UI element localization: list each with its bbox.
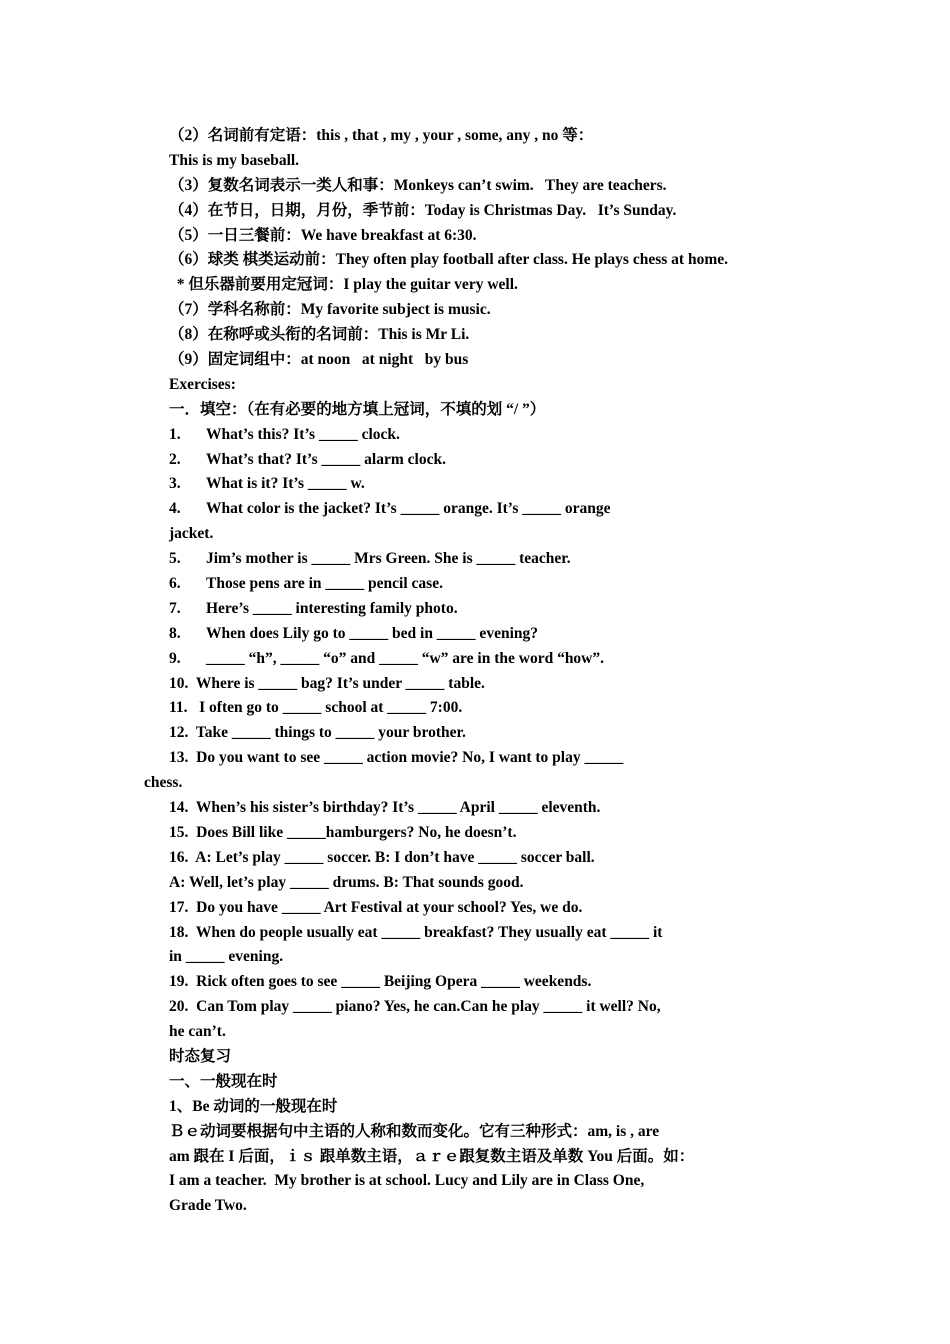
line-text: I am a teacher. My brother is at school. Lucy and Lily are in Class One,	[169, 1172, 645, 1190]
line-text: This is my baseball.	[169, 151, 300, 169]
text-line	[0, 1020, 950, 1045]
line-text: 11. I often go to _____ school at _____ 7:00.	[169, 699, 463, 717]
line-text: What is it? It’s _____ w.	[206, 475, 365, 493]
text-line	[0, 373, 950, 398]
line-text: （9）固定词组中：at noon at night by bus	[169, 351, 469, 369]
text-line	[0, 970, 950, 995]
item-number: 5.	[169, 550, 181, 568]
line-text: in _____ evening.	[169, 948, 284, 966]
line-text: 10. Where is _____ bag? It’s under _____ table.	[169, 674, 485, 692]
text-line	[0, 796, 950, 821]
line-text: 13. Do you want to see _____ action movie? No, I want to play _____	[169, 749, 624, 767]
text-line	[0, 1169, 950, 1194]
text-line	[0, 1045, 950, 1070]
text-line	[0, 273, 950, 298]
text-line	[0, 248, 950, 273]
item-number: 7.	[169, 599, 181, 617]
text-line	[0, 921, 950, 946]
text-line	[0, 199, 950, 224]
line-text: am 跟在 I 后面，ｉｓ 跟单数主语，ａｒｅ跟复数主语及单数 You 后面。如：	[169, 1147, 695, 1165]
item-number: 2.	[169, 450, 181, 468]
text-line	[0, 1194, 950, 1219]
text-line	[0, 149, 950, 174]
line-text: jacket.	[169, 525, 214, 543]
exercise-item	[0, 647, 950, 672]
line-text: 一、一般现在时	[169, 1072, 278, 1090]
text-line	[0, 348, 950, 373]
text-line	[0, 398, 950, 423]
line-text: 14. When’s his sister’s birthday? It’s _____ April _____ eleventh.	[169, 799, 601, 817]
text-line	[0, 672, 950, 697]
line-text: 18. When do people usually eat _____ breakfast? They usually eat _____ it	[169, 923, 663, 941]
text-line	[0, 323, 950, 348]
line-text: 1、Be 动词的一般现在时	[169, 1097, 338, 1115]
line-text: 时态复习	[169, 1047, 232, 1065]
line-text: chess.	[144, 774, 183, 792]
text-line	[0, 1145, 950, 1170]
line-text: Grade Two.	[169, 1197, 247, 1215]
document-page	[0, 124, 950, 1219]
line-text: （6）球类 棋类运动前：They often play football after class. He plays chess at home.	[169, 251, 728, 269]
line-text: 一．填空：（在有必要的地方填上冠词，不填的划 “/ ”）	[169, 400, 546, 418]
line-text: （3）复数名词表示一类人和事：Monkeys can’t swim. They are teachers.	[169, 176, 667, 194]
text-line	[0, 771, 950, 796]
exercise-item	[0, 622, 950, 647]
text-line	[0, 896, 950, 921]
text-line	[0, 945, 950, 970]
line-text: _____ “h”, _____ “o” and _____ “w” are in the word “how”.	[206, 649, 605, 667]
exercise-item	[0, 572, 950, 597]
item-number: 9.	[169, 649, 181, 667]
line-text: Here’s _____ interesting family photo.	[206, 599, 458, 617]
exercise-item	[0, 472, 950, 497]
text-line	[0, 124, 950, 149]
text-line	[0, 846, 950, 871]
line-text: 15. Does Bill like _____hamburgers? No, he doesn’t.	[169, 823, 517, 841]
line-text: What color is the jacket? It’s _____ orange. It’s _____ orange	[206, 500, 611, 518]
exercise-item	[0, 497, 950, 522]
line-text: * 但乐器前要用定冠词：I play the guitar very well.	[169, 276, 518, 294]
exercise-item	[0, 423, 950, 448]
line-text: 20. Can Tom play _____ piano? Yes, he can.Can he play _____ it well? No,	[169, 998, 661, 1016]
text-line	[0, 746, 950, 771]
line-text: he can’t.	[169, 1023, 226, 1041]
text-line	[0, 298, 950, 323]
line-text: Jim’s mother is _____ Mrs Green. She is _____ teacher.	[206, 550, 571, 568]
line-text: 19. Rick often goes to see _____ Beijing Opera _____ weekends.	[169, 973, 592, 991]
text-line	[0, 224, 950, 249]
line-text: Exercises:	[169, 375, 236, 393]
item-number: 8.	[169, 624, 181, 642]
item-number: 3.	[169, 475, 181, 493]
line-text: 12. Take _____ things to _____ your brother.	[169, 724, 466, 742]
text-line	[0, 1070, 950, 1095]
text-line	[0, 522, 950, 547]
item-number: 1.	[169, 425, 181, 443]
line-text: （2）名词前有定语：this , that , my , your , some, any , no 等：	[169, 127, 594, 144]
item-number: 4.	[169, 500, 181, 518]
line-text: （8）在称呼或头衔的名词前：This is Mr Li.	[169, 326, 470, 344]
item-number: 6.	[169, 575, 181, 593]
line-text: Those pens are in _____ pencil case.	[206, 575, 443, 593]
exercise-item	[0, 597, 950, 622]
line-text: 17. Do you have _____ Art Festival at your school? Yes, we do.	[169, 898, 583, 916]
line-text: What’s that? It’s _____ alarm clock.	[206, 450, 446, 468]
line-text: When does Lily go to _____ bed in _____ evening?	[206, 624, 538, 642]
text-line	[0, 696, 950, 721]
text-line	[0, 871, 950, 896]
text-line	[0, 1120, 950, 1145]
text-line	[0, 821, 950, 846]
text-line	[0, 995, 950, 1020]
text-line	[0, 1095, 950, 1120]
line-text: （7）学科名称前：My favorite subject is music.	[169, 301, 491, 319]
exercise-item	[0, 448, 950, 473]
line-text: Ｂｅ动词要根据句中主语的人称和数而变化。它有三种形式：am, is , are	[169, 1122, 660, 1140]
line-text: What’s this? It’s _____ clock.	[206, 425, 400, 443]
text-line	[0, 174, 950, 199]
text-line	[0, 721, 950, 746]
line-text: （4）在节日，日期，月份，季节前：Today is Christmas Day. It’s Sunday.	[169, 201, 677, 219]
exercise-item	[0, 547, 950, 572]
line-text: A: Well, let’s play _____ drums. B: That sounds good.	[169, 873, 524, 891]
line-text: 16. A: Let’s play _____ soccer. B: I don’t have _____ soccer ball.	[169, 848, 595, 866]
line-text: （5）一日三餐前：We have breakfast at 6:30.	[169, 226, 477, 244]
